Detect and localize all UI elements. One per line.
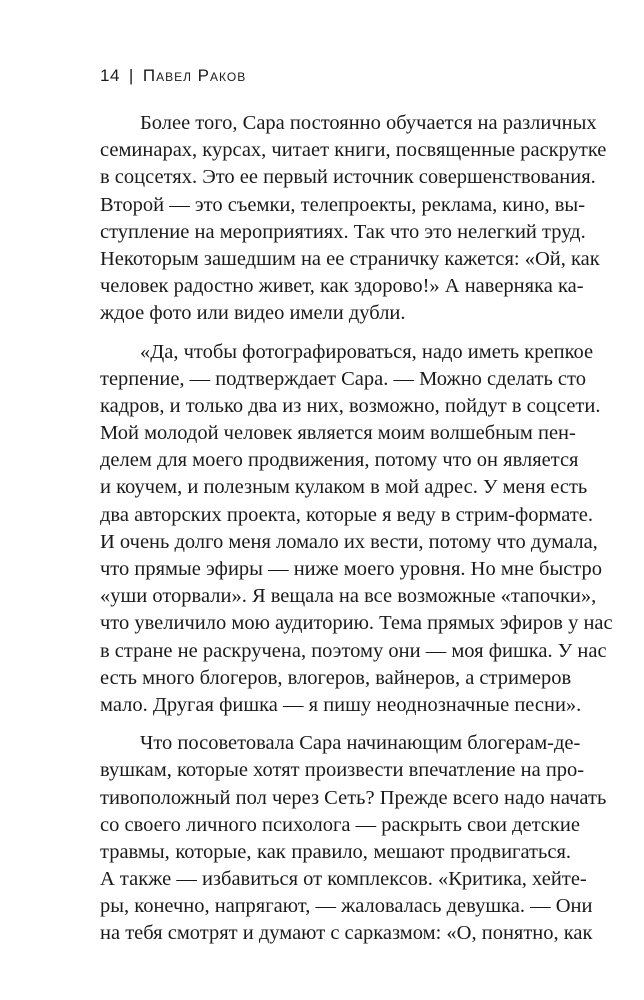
text-line: Более того, Сара постоянно обучается на различных <box>140 112 597 134</box>
text-line: И очень долго меня ломало их вести, потому что думала, <box>100 530 598 553</box>
text-line: Некоторым зашедшим на ее страничку кажется: «Ой, как <box>100 247 600 270</box>
text-line: что прямые эфиры — ниже моего уровня. Но мне быстро <box>100 558 603 580</box>
text-line: на тебя смотрят и думают с сарказмом: «О, понятно, как <box>100 922 593 945</box>
text-line: вушкам, которые хотят произвести впечатление на про- <box>100 759 585 782</box>
paragraph-1 <box>100 110 607 328</box>
header-separator: | <box>128 66 134 85</box>
paragraph-3 <box>100 730 607 948</box>
running-head <box>100 66 246 86</box>
text-line: травмы, которые, как правило, мешают продвигаться. <box>100 840 571 863</box>
text-line: ждое фото или видео имели дубли. <box>100 302 406 325</box>
text-line: тивоположный пол через Сеть? Прежде всего надо начать <box>100 786 607 809</box>
text-line: терпение, — подтверждает Сара. — Можно сделать сто <box>100 367 586 390</box>
text-line: делем для моего продвижения, потому что он является <box>100 449 579 472</box>
text-line: Что посоветовала Сара начинающим блогерам-де- <box>140 732 581 755</box>
text-line: мало. Другая фишка — я пишу неоднозначные песни». <box>100 693 582 716</box>
text-line: кадров, и только два из них, возможно, пойдут в соцсети. <box>100 394 601 417</box>
text-line: Второй — это съемки, телепроекты, реклама, кино, вы- <box>100 193 586 216</box>
paragraph-gap <box>100 328 571 339</box>
text-line: в стране не раскручена, поэтому они — моя фишка. У нас <box>100 639 607 662</box>
page-number: 14 <box>100 66 120 85</box>
text-line: есть много блогеров, влогеров, вайнеров, а стримеров <box>100 666 572 689</box>
text-line: «Да, чтобы фотографироваться, надо иметь крепкое <box>140 340 594 363</box>
paragraph-gap <box>100 719 571 730</box>
text-line: что увеличило мою аудиторию. Тема прямых эфиров у нас <box>100 612 613 635</box>
author-name: Павел Раков <box>142 66 247 85</box>
text-line: семинарах, курсах, читает книги, посвященные раскрутке <box>100 139 607 162</box>
text-line: в соцсетях. Это ее первый источник совершенствования. <box>100 166 596 189</box>
paragraph-2 <box>100 339 613 720</box>
text-line: «уши оторвали». Я вещала на все возможные «тапочки», <box>100 585 597 608</box>
text-line: со своего личного психолога — раскрыть свои детские <box>100 813 580 836</box>
text-line: Мой молодой человек является моим волшебным пен- <box>100 422 576 445</box>
text-line: человек радостно живет, как здорово!» А наверняка ка- <box>100 275 584 298</box>
body-text <box>100 110 613 948</box>
text-line: ступление на мероприятиях. Так что это нелегкий труд. <box>100 220 586 243</box>
text-line: и коучем, и полезным кулаком в мой адрес. У меня есть <box>100 476 588 499</box>
text-line: ры, конечно, напрягают, — жаловалась девушка. — Они <box>100 895 593 918</box>
text-line: два авторских проекта, которые я веду в стрим-формате. <box>100 503 594 526</box>
text-line: А также — избавиться от комплексов. «Критика, хейте- <box>100 868 587 891</box>
